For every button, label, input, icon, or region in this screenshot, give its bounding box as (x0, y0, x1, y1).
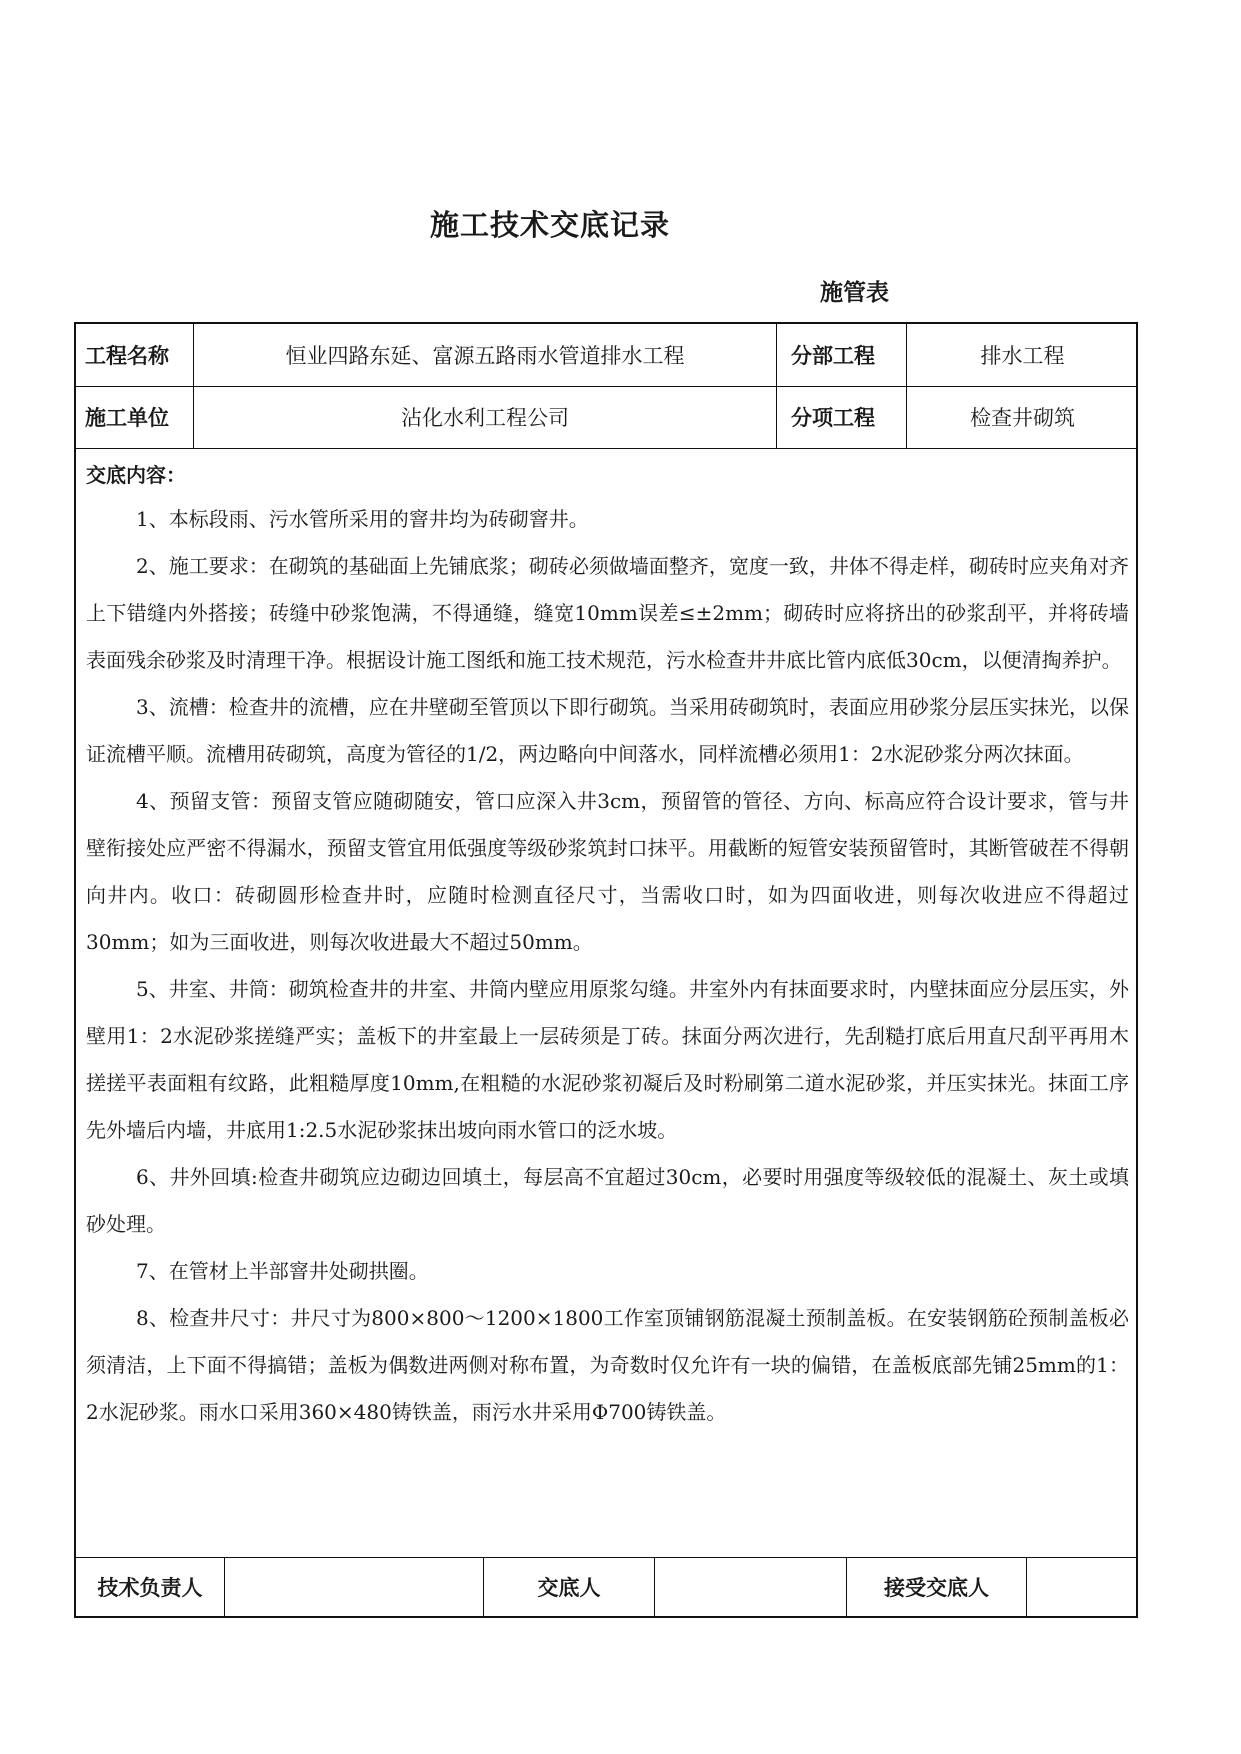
discloser-label: 交底人 (537, 1576, 601, 1600)
content-label: 交底内容： (86, 463, 186, 487)
form-code: 施管表 (820, 280, 889, 306)
document-title: 施工技术交底记录 (429, 208, 670, 242)
content-paragraph-3: 3、流槽：检查井的流槽，应在井壁砌至管顶以下即行砌筑。当采用砖砌筑时，表面应用砂浆分层压实抹光，以保证流槽平顺。流槽用砖砌筑，高度为管径的1/2，两边略向中间落水，同样流槽必须用1：2水泥砂浆分两次抹面。 (86, 695, 1129, 766)
content-paragraph-7: 7、在管材上半部窨井处砌拱圈。 (136, 1259, 429, 1283)
contractor-value: 沾化水利工程公司 (401, 406, 569, 430)
content-paragraph-4: 4、预留支管：预留支管应随砌随安，管口应深入井3cm，预留管的管径、方向、标高应符合设计要求，管与井壁衔接处应严密不得漏水，预留支管宜用低强度等级砂浆筑封口抹平。用截断的短管安装预留管时，其断管破茬不得朝向井内。收口：砖砌圆形检查井时，应随时检测直径尺寸，当需收口时，如为四面收进，则每次收进应不得超过30mm；如为三面收进，则每次收进最大不超过50mm。 (86, 789, 1129, 954)
receiver-signature[interactable] (1027, 1558, 1138, 1616)
division-value: 排水工程 (980, 344, 1065, 368)
subdivision-label: 分项工程 (791, 406, 875, 430)
discloser-signature[interactable] (655, 1558, 846, 1616)
receiver-label: 接受交底人 (884, 1576, 989, 1600)
content-paragraph-1: 1、本标段雨、污水管所采用的窨井均为砖砌窨井。 (136, 507, 589, 531)
content-paragraph-2: 2、施工要求：在砌筑的基础面上先铺底浆；砌砖必须做墙面整齐，宽度一致，井体不得走样，砌砖时应夹角对齐上下错缝内外搭接；砖缝中砂浆饱满，不得通缝，缝宽10mm误差≤±2mm；砌砖时应将挤出的砂浆刮平，并将砖墙表面残余砂浆及时清理干净。根据设计施工图纸和施工技术规范，污水检查井井底比管内底低30cm，以便清掏养护。 (86, 554, 1129, 672)
content-paragraph-5: 5、井室、井筒：砌筑检查井的井室、井筒内壁应用原浆勾缝。井室外内有抹面要求时，内壁抹面应分层压实，外壁用1：2水泥砂浆搓缝严实；盖板下的井室最上一层砖须是丁砖。抹面分两次进行，先刮糙打底后用直尺刮平再用木搓搓平表面粗有纹路，此粗糙厚度10mm,在粗糙的水泥砂浆初凝后及时粉刷第二道水泥砂浆，并压实抹光。抹面工序先外墙后内墙，井底用1:2.5水泥砂浆抹出坡向雨水管口的泛水坡。 (86, 977, 1129, 1142)
disclosure-form (74, 322, 1138, 1618)
contractor-label: 施工单位 (85, 406, 169, 430)
project-name-label: 工程名称 (85, 344, 169, 368)
division-label: 分部工程 (791, 344, 875, 368)
header-row-contractor (76, 386, 1136, 449)
tech-lead-label: 技术负责人 (97, 1576, 203, 1600)
content-paragraph-6: 6、井外回填:检查井砌筑应边砌边回填土，每层高不宜超过30cm，必要时用强度等级较低的混凝土、灰土或填砂处理。 (86, 1165, 1129, 1236)
signature-row (76, 1557, 1136, 1616)
header-row-project (76, 324, 1136, 387)
content-paragraph-8: 8、检查井尺寸：井尺寸为800×800～1200×1800工作室顶铺钢筋混凝土预制盖板。在安装钢筋砼预制盖板必须清洁，上下面不得搞错；盖板为偶数进两侧对称布置，为奇数时仅允许有一块的偏错，在盖板底部先铺25mm的1：2水泥砂浆。雨水口采用360×480铸铁盖，雨污水井采用Φ700铸铁盖。 (86, 1306, 1129, 1424)
disclosure-content (76, 448, 1136, 1560)
subdivision-value: 检查井砌筑 (970, 406, 1075, 430)
project-name-value: 恒业四路东延、富源五路雨水管道排水工程 (285, 344, 685, 368)
tech-lead-signature[interactable] (225, 1558, 483, 1616)
